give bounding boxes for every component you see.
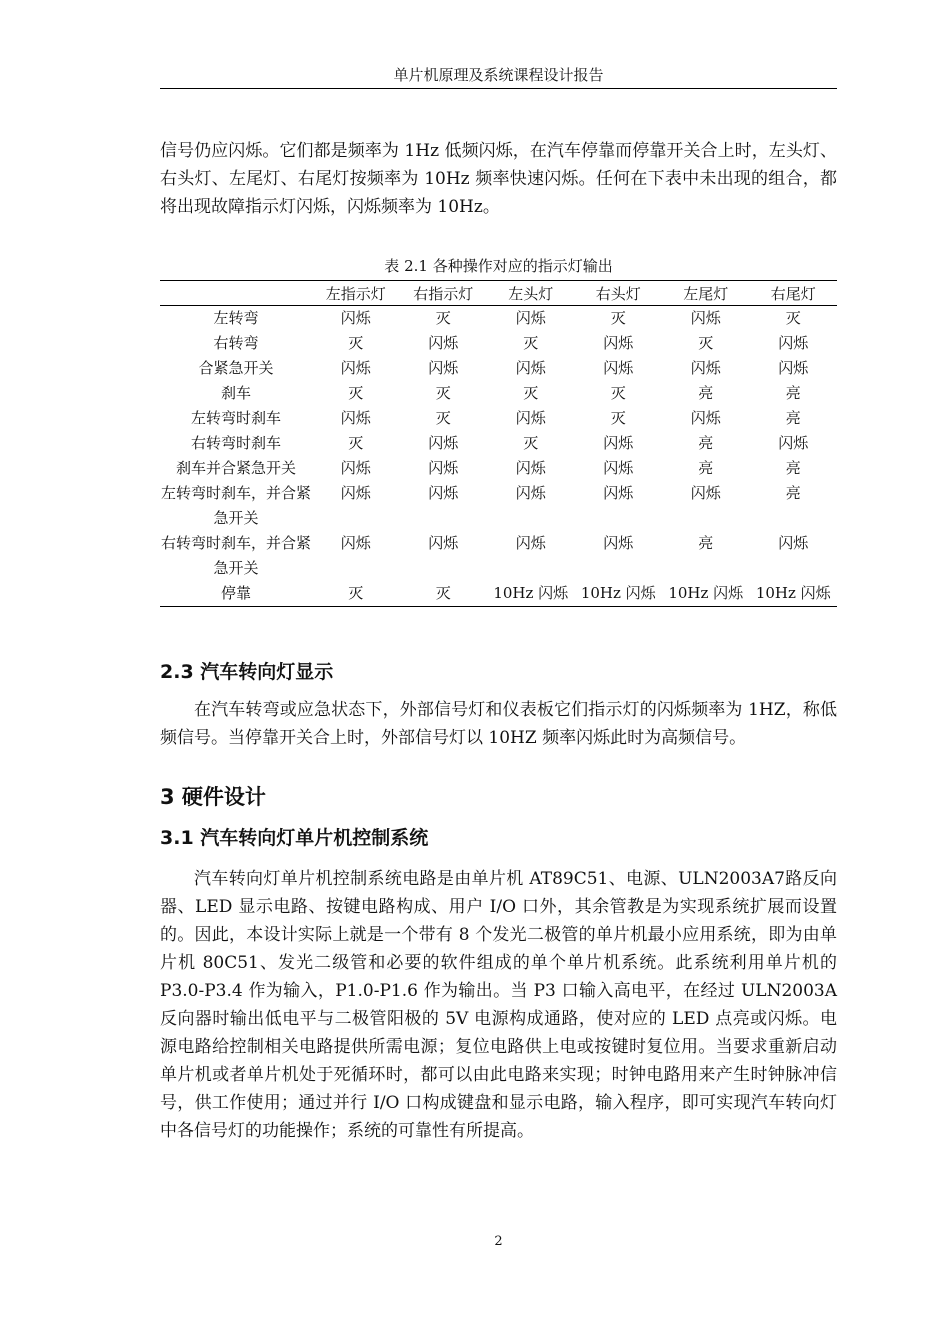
table-cell: 闪烁 [428, 359, 459, 377]
table-row [160, 456, 837, 481]
row-label: 左转弯 [213, 309, 259, 327]
table-cell: 10Hz 闪烁 [662, 581, 750, 607]
table-cell: 灭 [610, 409, 626, 427]
table-cell: 亮 [785, 409, 801, 427]
table-cell: 灭 [698, 334, 714, 352]
table-cell: 亮 [785, 384, 801, 402]
table-row [160, 431, 837, 456]
column-header: 左指示灯 [312, 281, 400, 306]
table-cell: 灭 [523, 384, 539, 402]
intro-paragraph: 信号仍应闪烁。它们都是频率为 1Hz 低频闪烁，在汽车停靠而停靠开关合上时，左头灯、右头灯、左尾灯、右尾灯按频率为 10Hz 频率快速闪烁。任何在下表中未出现的组合，都将出现故障指示灯闪烁，闪烁频率为 10Hz。 [160, 141, 837, 217]
table-cell: 闪烁 [515, 359, 546, 377]
indicator-table [160, 280, 837, 607]
table-row [160, 481, 837, 531]
table-cell: 闪烁 [340, 309, 371, 327]
table-cell: 闪烁 [778, 334, 809, 352]
column-header [160, 281, 312, 306]
table-cell: 闪烁 [515, 484, 546, 502]
row-label: 左转弯时刹车，并合紧急开关 [160, 484, 311, 527]
table-cell: 闪烁 [778, 359, 809, 377]
page-header: 单片机原理及系统课程设计报告 [393, 66, 604, 84]
table-cell: 灭 [610, 309, 626, 327]
table-cell: 闪烁 [603, 434, 634, 452]
table-cell: 闪烁 [603, 484, 634, 502]
table-cell: 10Hz 闪烁 [487, 581, 575, 607]
section-2-3-body: 在汽车转弯或应急状态下，外部信号灯和仪表板它们指示灯的闪烁频率为 1HZ，称低频信号。当停靠开关合上时，外部信号灯以 10HZ 频率闪烁此时为高频信号。 [160, 700, 837, 748]
column-header: 左头灯 [487, 281, 575, 306]
table-cell: 闪烁 [428, 459, 459, 477]
table-cell: 10Hz 闪烁 [750, 581, 838, 607]
row-label: 合紧急开关 [198, 359, 274, 377]
table-row [160, 406, 837, 431]
table-cell: 闪烁 [603, 334, 634, 352]
table-cell: 亮 [698, 434, 714, 452]
table-cell: 闪烁 [778, 434, 809, 452]
section-3-1-body: 汽车转向灯单片机控制系统电路是由单片机 AT89C51、电源、ULN2003A7路反向器、LED 显示电路、按键电路构成、用户 I/O 口外，其余管教是为实现系统扩展而设置的。因此，本设计实际上就是一个带有 8 个发光二极管的单片机最小应用系统，即为由单片机 80C51、发光二级管和必要的软件组成的单个单片机系统。此系统利用单片机的 P3.0-P3.4 作为输入，P1.0-P1.6 作为输出。当 P3 口输入高电平，在经过 ULN2003A 反向器时输出低电平与二极管阳极的 5V 电源构成通路，使对应的 LED 点亮或闪烁。电源电路给控制相关电路提供所需电源；复位电路供上电或按键时复位用。当要求重新启动单片机或者单片机处于死循环时，都可以由此电路来实现；时钟电路用来产生时钟脉冲信号，供工作使用；通过并行 I/O 口构成键盘和显示电路，输入程序，即可实现汽车转向灯中各信号灯的功能操作；系统的可靠性有所提高。 [160, 869, 837, 1141]
table-cell: 灭 [312, 581, 400, 607]
table-cell: 灭 [523, 434, 539, 452]
table-caption: 表 2.1 各种操作对应的指示灯输出 [384, 257, 613, 275]
row-label: 右转弯时刹车 [190, 434, 281, 452]
table-cell: 闪烁 [428, 334, 459, 352]
table-cell: 亮 [698, 459, 714, 477]
table-cell: 闪烁 [690, 484, 721, 502]
table-cell: 闪烁 [690, 359, 721, 377]
row-label: 刹车并合紧急开关 [175, 459, 296, 477]
table-row [160, 531, 837, 581]
table-cell: 灭 [435, 409, 451, 427]
table-cell: 灭 [785, 309, 801, 327]
page-number: 2 [494, 1234, 503, 1249]
table-header-row [160, 281, 837, 306]
table-cell: 灭 [435, 309, 451, 327]
table-cell: 闪烁 [603, 459, 634, 477]
table-cell: 灭 [523, 334, 539, 352]
column-header: 右头灯 [575, 281, 663, 306]
table-row [160, 581, 837, 607]
table-cell: 亮 [698, 384, 714, 402]
table-row [160, 331, 837, 356]
table-cell: 灭 [435, 384, 451, 402]
column-header: 右尾灯 [750, 281, 838, 306]
table-cell: 闪烁 [515, 409, 546, 427]
section-heading-3: 3 硬件设计 [160, 785, 266, 809]
table-cell: 闪烁 [603, 534, 634, 552]
column-header: 左尾灯 [662, 281, 750, 306]
row-label: 刹车 [220, 384, 251, 402]
table-cell: 闪烁 [603, 359, 634, 377]
table-cell: 闪烁 [515, 459, 546, 477]
section-heading-3-1: 3.1 汽车转向灯单片机控制系统 [160, 827, 429, 849]
table-cell: 闪烁 [340, 409, 371, 427]
table-cell: 闪烁 [515, 309, 546, 327]
table-cell: 闪烁 [778, 534, 809, 552]
table-cell: 亮 [785, 459, 801, 477]
table-cell: 亮 [698, 534, 714, 552]
table-cell: 灭 [610, 384, 626, 402]
row-label: 停靠 [160, 581, 312, 607]
table-cell: 闪烁 [515, 534, 546, 552]
row-label: 右转弯时刹车，并合紧急开关 [160, 534, 311, 577]
table-row [160, 306, 837, 332]
table-cell: 灭 [348, 434, 364, 452]
row-label: 右转弯 [213, 334, 259, 352]
table-cell: 闪烁 [428, 484, 459, 502]
row-label: 左转弯时刹车 [190, 409, 281, 427]
table-cell: 闪烁 [340, 459, 371, 477]
table-cell: 灭 [400, 581, 488, 607]
column-header: 右指示灯 [400, 281, 488, 306]
table-cell: 闪烁 [690, 309, 721, 327]
header-rule [160, 88, 837, 89]
table-row [160, 381, 837, 406]
section-heading-2-3: 2.3 汽车转向灯显示 [160, 661, 334, 683]
table-cell: 灭 [348, 384, 364, 402]
table-cell: 亮 [785, 484, 801, 502]
table-cell: 闪烁 [340, 359, 371, 377]
table-cell: 灭 [348, 334, 364, 352]
table-cell: 闪烁 [428, 434, 459, 452]
table-row [160, 356, 837, 381]
table-cell: 10Hz 闪烁 [575, 581, 663, 607]
table-cell: 闪烁 [340, 484, 371, 502]
table-cell: 闪烁 [690, 409, 721, 427]
table-cell: 闪烁 [428, 534, 459, 552]
table-cell: 闪烁 [340, 534, 371, 552]
